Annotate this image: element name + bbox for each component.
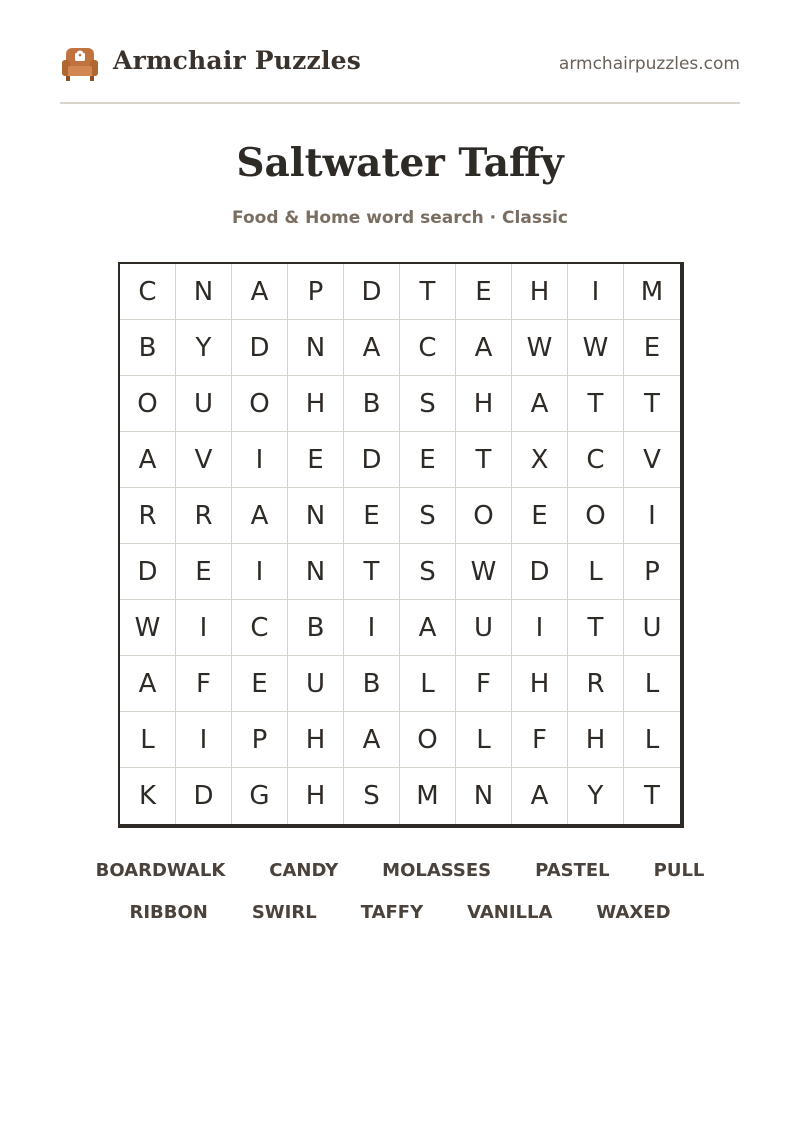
grid-cell[interactable]: R xyxy=(120,488,176,544)
grid-cell[interactable]: W xyxy=(568,320,624,376)
grid-cell[interactable]: I xyxy=(344,600,400,656)
grid-cell[interactable]: H xyxy=(288,376,344,432)
grid-cell[interactable]: E xyxy=(512,488,568,544)
grid-cell[interactable]: E xyxy=(344,488,400,544)
grid-cell[interactable]: C xyxy=(400,320,456,376)
grid-cell[interactable]: A xyxy=(344,712,400,768)
grid-cell[interactable]: U xyxy=(176,376,232,432)
grid-cell[interactable]: E xyxy=(400,432,456,488)
grid-cell[interactable]: A xyxy=(344,320,400,376)
grid-cell[interactable]: O xyxy=(568,488,624,544)
grid-cell[interactable]: S xyxy=(344,768,400,824)
grid-cell[interactable]: W xyxy=(120,600,176,656)
word-list-item: CANDY xyxy=(269,860,339,881)
grid-cell[interactable]: D xyxy=(232,320,288,376)
word-list-item: MOLASSES xyxy=(382,860,492,881)
grid-cell[interactable]: B xyxy=(344,376,400,432)
grid-cell[interactable]: V xyxy=(176,432,232,488)
grid-cell[interactable]: N xyxy=(288,488,344,544)
grid-cell[interactable]: L xyxy=(120,712,176,768)
armchair-icon xyxy=(60,44,100,84)
grid-cell[interactable]: E xyxy=(232,656,288,712)
grid-cell[interactable]: I xyxy=(232,544,288,600)
grid-cell[interactable]: U xyxy=(624,600,680,656)
grid-cell[interactable]: D xyxy=(120,544,176,600)
grid-cell[interactable]: R xyxy=(176,488,232,544)
grid-cell[interactable]: A xyxy=(232,488,288,544)
grid-cell[interactable]: I xyxy=(176,712,232,768)
grid-cell[interactable]: C xyxy=(232,600,288,656)
grid-cell[interactable]: X xyxy=(512,432,568,488)
word-list-item: TAFFY xyxy=(360,902,424,923)
grid-cell[interactable]: O xyxy=(232,376,288,432)
word-list-item: VANILLA xyxy=(467,902,553,923)
grid-cell[interactable]: D xyxy=(512,544,568,600)
grid-cell[interactable]: I xyxy=(232,432,288,488)
grid-cell[interactable]: L xyxy=(624,656,680,712)
grid-cell[interactable]: I xyxy=(512,600,568,656)
grid-cell[interactable]: P xyxy=(624,544,680,600)
header-divider xyxy=(60,102,740,104)
grid-cell[interactable]: B xyxy=(288,600,344,656)
grid-cell[interactable]: M xyxy=(624,264,680,320)
grid-cell[interactable]: A xyxy=(232,264,288,320)
grid-cell[interactable]: G xyxy=(232,768,288,824)
grid-cell[interactable]: F xyxy=(176,656,232,712)
grid-cell[interactable]: O xyxy=(400,712,456,768)
grid-cell[interactable]: I xyxy=(624,488,680,544)
word-list-item: WAXED xyxy=(596,902,671,923)
grid-cell[interactable]: B xyxy=(344,656,400,712)
grid-cell[interactable]: T xyxy=(568,376,624,432)
grid-cell[interactable]: L xyxy=(624,712,680,768)
grid-cell[interactable]: H xyxy=(568,712,624,768)
grid-cell[interactable]: Y xyxy=(568,768,624,824)
grid-cell[interactable]: L xyxy=(568,544,624,600)
site-url[interactable]: armchairpuzzles.com xyxy=(558,54,740,74)
grid-cell[interactable]: C xyxy=(120,264,176,320)
grid-cell[interactable]: U xyxy=(288,656,344,712)
word-list-row-1 xyxy=(0,860,800,881)
grid-cell[interactable]: U xyxy=(456,600,512,656)
grid-cell[interactable]: N xyxy=(288,544,344,600)
word-list-item: BOARDWALK xyxy=(95,860,226,881)
grid-cell[interactable]: H xyxy=(512,656,568,712)
grid-cell[interactable]: R xyxy=(568,656,624,712)
word-list-item: PASTEL xyxy=(535,860,610,881)
grid-cell[interactable]: C xyxy=(568,432,624,488)
grid-cell[interactable]: I xyxy=(568,264,624,320)
grid-cell[interactable]: M xyxy=(400,768,456,824)
grid-cell[interactable]: A xyxy=(512,376,568,432)
grid-cell[interactable]: B xyxy=(120,320,176,376)
grid-cell[interactable]: F xyxy=(512,712,568,768)
grid-cell[interactable]: F xyxy=(456,656,512,712)
grid-cell[interactable]: P xyxy=(288,264,344,320)
grid-cell[interactable]: E xyxy=(176,544,232,600)
puzzle-title: Saltwater Taffy xyxy=(236,140,564,186)
grid-cell[interactable]: P xyxy=(232,712,288,768)
word-list-row-2 xyxy=(0,902,800,923)
word-list-item: SWIRL xyxy=(251,902,317,923)
grid-cell[interactable]: S xyxy=(400,376,456,432)
grid-cell[interactable]: D xyxy=(344,432,400,488)
grid-cell[interactable]: H xyxy=(288,768,344,824)
grid-cell[interactable]: A xyxy=(120,656,176,712)
grid-cell[interactable]: E xyxy=(456,264,512,320)
word-list-item: PULL xyxy=(653,860,705,881)
header xyxy=(60,44,740,84)
grid-cell[interactable]: W xyxy=(512,320,568,376)
grid-cell[interactable]: T xyxy=(568,600,624,656)
grid-cell[interactable]: T xyxy=(400,264,456,320)
grid-cell[interactable]: A xyxy=(456,320,512,376)
grid-cell[interactable]: O xyxy=(456,488,512,544)
grid-cell[interactable]: H xyxy=(456,376,512,432)
brand-name: Armchair Puzzles xyxy=(113,46,362,75)
grid-cell[interactable]: D xyxy=(176,768,232,824)
grid-cell[interactable]: Y xyxy=(176,320,232,376)
word-search-grid xyxy=(118,262,684,828)
grid-cell[interactable]: A xyxy=(512,768,568,824)
grid-cell[interactable]: L xyxy=(456,712,512,768)
grid-cell[interactable]: S xyxy=(400,488,456,544)
grid-cell[interactable]: L xyxy=(400,656,456,712)
grid-cell[interactable]: I xyxy=(176,600,232,656)
grid-cell[interactable]: E xyxy=(624,320,680,376)
grid-cell[interactable]: H xyxy=(288,712,344,768)
grid-cell[interactable]: V xyxy=(624,432,680,488)
word-list-item: RIBBON xyxy=(129,902,208,923)
grid-cell[interactable]: A xyxy=(400,600,456,656)
grid-cell[interactable]: O xyxy=(120,376,176,432)
grid-cell[interactable]: T xyxy=(344,544,400,600)
grid-cell[interactable]: T xyxy=(644,781,660,811)
grid-cell[interactable]: E xyxy=(288,432,344,488)
grid-cell[interactable]: H xyxy=(512,264,568,320)
grid-cell[interactable]: T xyxy=(624,376,680,432)
grid-cell[interactable]: K xyxy=(120,768,176,824)
grid-cell[interactable]: T xyxy=(456,432,512,488)
grid-cell[interactable]: N xyxy=(456,768,512,824)
grid-cell[interactable]: D xyxy=(344,264,400,320)
grid-cell[interactable]: A xyxy=(120,432,176,488)
grid-cell[interactable]: N xyxy=(176,264,232,320)
grid-cell[interactable]: S xyxy=(400,544,456,600)
puzzle-subtitle: Food & Home word search · Classic xyxy=(232,208,568,228)
grid-cell[interactable]: W xyxy=(456,544,512,600)
grid-cell[interactable]: N xyxy=(288,320,344,376)
